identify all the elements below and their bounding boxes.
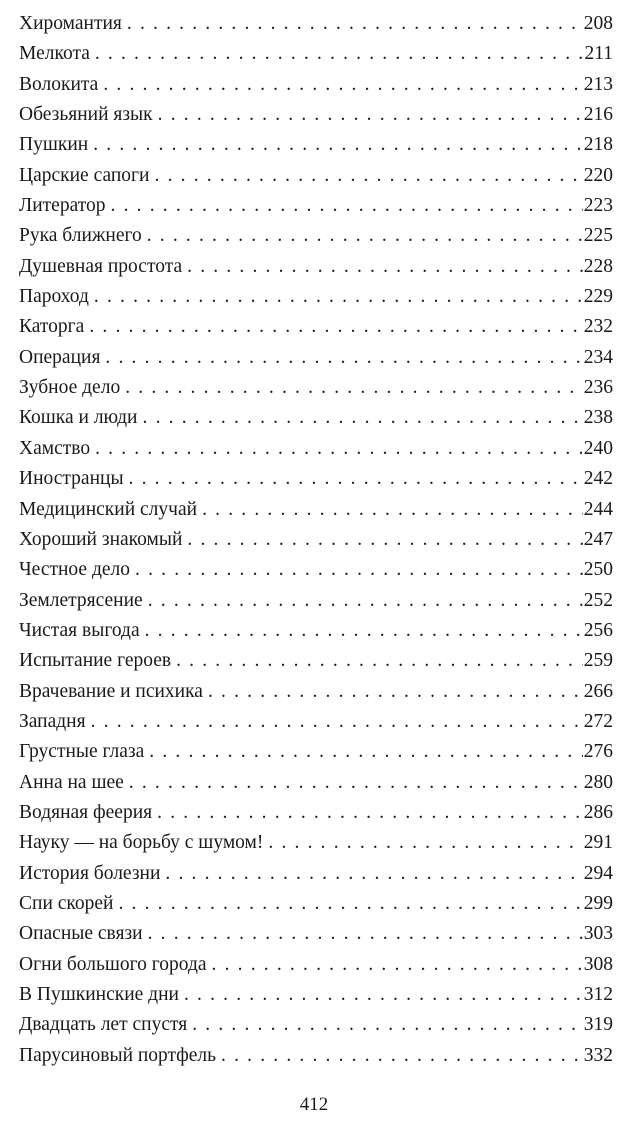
dot-leader	[187, 252, 583, 282]
toc-entry-page: 308	[583, 953, 613, 975]
toc-entry	[19, 252, 613, 282]
toc-entry-title: Обезьяний язык	[19, 104, 153, 126]
toc-entry-title: Честное дело	[19, 559, 131, 581]
toc-entry-title: Пароход	[19, 286, 89, 308]
toc-entry	[19, 616, 613, 646]
dot-leader	[125, 373, 583, 403]
toc-entry-title: Испытание героев	[19, 650, 172, 672]
toc-entry-page: 332	[583, 1044, 613, 1066]
dot-leader	[187, 525, 582, 555]
toc-entry	[19, 312, 613, 342]
toc-entry	[19, 100, 613, 130]
dot-leader	[158, 100, 583, 130]
toc-entry-page: 319	[583, 1014, 613, 1036]
toc-entry	[19, 737, 613, 767]
toc-entry-page: 244	[583, 498, 613, 520]
toc-entry-page: 240	[583, 437, 613, 459]
toc-entry-page: 242	[583, 468, 613, 490]
toc-entry-page: 236	[583, 377, 613, 399]
toc-entry-title: Литератор	[19, 195, 106, 217]
page-number: 412	[299, 1094, 329, 1115]
toc-entry-title: Пушкин	[19, 134, 89, 156]
toc-entry-title: История болезни	[19, 862, 161, 884]
toc-entry-title: Душевная простота	[19, 255, 183, 277]
dot-leader	[129, 768, 583, 798]
toc-entry-page: 238	[583, 407, 613, 429]
dot-leader	[143, 403, 583, 433]
toc-entry	[19, 39, 613, 69]
toc-entry-page: 312	[583, 984, 613, 1005]
dot-leader	[147, 221, 583, 251]
toc-entry-page: 256	[583, 619, 613, 641]
toc-entry	[19, 191, 613, 221]
dot-leader	[148, 919, 583, 949]
dot-leader	[184, 980, 583, 1010]
toc-entry	[19, 889, 613, 919]
toc-entry-page: 234	[583, 346, 613, 368]
toc-entry-page: 211	[584, 43, 613, 65]
toc-entry	[19, 495, 613, 525]
toc-entry-title: Западня	[19, 710, 86, 732]
dot-leader	[212, 950, 583, 980]
toc-entry-page: 252	[583, 589, 613, 611]
toc-entry	[19, 373, 613, 403]
toc-entry-page: 280	[583, 771, 613, 793]
toc-entry	[19, 768, 613, 798]
toc-entry-page: 223	[583, 195, 613, 217]
toc-entry-title: Хороший знакомый	[19, 528, 183, 550]
dot-leader	[111, 191, 583, 221]
toc-entry	[19, 464, 613, 494]
toc-entry	[19, 161, 613, 191]
toc-entry-page: 286	[583, 801, 613, 823]
dot-leader	[202, 495, 583, 525]
toc-entry-title: Науку — на борьбу с шумом!	[19, 832, 264, 854]
toc-entry	[19, 343, 613, 373]
toc-entry-title: Анна на шее	[19, 771, 124, 793]
toc-entry-title: Врачевание и психика	[19, 680, 203, 702]
toc-entry-title: Хиромантия	[19, 13, 122, 34]
toc-entry-page: 272	[583, 710, 613, 732]
dot-leader	[208, 677, 583, 707]
toc-entry-page: 299	[583, 892, 613, 914]
toc-entry-title: Каторга	[19, 316, 85, 338]
dot-leader	[103, 70, 582, 100]
dot-leader	[155, 161, 583, 191]
dot-leader	[192, 1010, 583, 1040]
table-of-contents	[19, 9, 613, 1071]
toc-entry-page: 228	[583, 255, 613, 277]
toc-entry	[19, 130, 613, 160]
toc-entry	[19, 677, 613, 707]
toc-entry-page: 266	[583, 680, 613, 702]
toc-entry-title: Рука ближнего	[19, 225, 142, 247]
toc-entry-title: Иностранцы	[19, 468, 124, 490]
toc-entry-page: 213	[583, 73, 613, 95]
dot-leader	[91, 707, 583, 737]
toc-entry-title: Операция	[19, 346, 101, 368]
toc-entry-page: 247	[583, 528, 613, 550]
toc-entry	[19, 980, 613, 1010]
dot-leader	[93, 130, 583, 160]
toc-entry	[19, 859, 613, 889]
toc-entry-page: 291	[583, 832, 613, 854]
toc-entry	[19, 919, 613, 949]
toc-entry-title: Зубное дело	[19, 377, 121, 399]
dot-leader	[135, 555, 583, 585]
toc-entry-page: 276	[583, 741, 613, 763]
toc-entry	[19, 70, 613, 100]
toc-entry-title: Спи скорей	[19, 892, 114, 914]
toc-entry	[19, 707, 613, 737]
dot-leader	[129, 464, 583, 494]
toc-entry-title: Водяная феерия	[19, 801, 153, 823]
toc-entry-page: 216	[583, 104, 613, 126]
toc-entry-title: Волокита	[19, 73, 99, 95]
dot-leader	[105, 343, 582, 373]
toc-entry	[19, 555, 613, 585]
toc-entry-title: Землетрясение	[19, 589, 143, 611]
toc-entry-title: Парусиновый портфель	[19, 1044, 216, 1066]
toc-entry	[19, 950, 613, 980]
toc-entry-title: Кошка и люди	[19, 407, 138, 429]
toc-entry-title: Медицинский случай	[19, 498, 198, 520]
toc-entry-page: 225	[583, 225, 613, 247]
dot-leader	[221, 1041, 583, 1071]
toc-entry	[19, 434, 613, 464]
dot-leader	[148, 586, 583, 616]
dot-leader	[176, 646, 583, 676]
toc-entry-title: В Пушкинские дни	[19, 984, 179, 1005]
toc-entry-page: 259	[583, 650, 613, 672]
toc-entry	[19, 403, 613, 433]
toc-entry-page: 250	[583, 559, 613, 581]
dot-leader	[94, 282, 583, 312]
toc-entry-title: Мелкота	[19, 43, 90, 65]
dot-leader	[127, 9, 583, 39]
toc-entry	[19, 798, 613, 828]
dot-leader	[268, 828, 582, 858]
toc-entry-title: Грустные глаза	[19, 741, 145, 763]
toc-entry-page: 208	[583, 13, 613, 34]
toc-entry	[19, 9, 613, 39]
toc-entry-title: Двадцать лет спустя	[19, 1014, 188, 1036]
dot-leader	[89, 312, 582, 342]
toc-entry-page: 303	[583, 923, 613, 945]
toc-entry	[19, 221, 613, 251]
toc-entry-page: 229	[583, 286, 613, 308]
dot-leader	[95, 434, 583, 464]
dot-leader	[149, 737, 582, 767]
dot-leader	[95, 39, 584, 69]
dot-leader	[145, 616, 583, 646]
toc-entry-title: Царские сапоги	[19, 164, 150, 186]
toc-entry	[19, 646, 613, 676]
dot-leader	[118, 889, 582, 919]
toc-entry	[19, 525, 613, 555]
toc-entry-page: 218	[583, 134, 613, 156]
toc-entry-page: 232	[583, 316, 613, 338]
toc-entry-title: Хамство	[19, 437, 91, 459]
toc-entry	[19, 586, 613, 616]
toc-entry	[19, 828, 613, 858]
toc-entry-title: Чистая выгода	[19, 619, 140, 641]
toc-entry-page: 294	[583, 862, 613, 884]
toc-entry	[19, 1010, 613, 1040]
toc-entry-title: Огни большого города	[19, 953, 207, 975]
toc-entry	[19, 1041, 613, 1071]
toc-entry-page: 220	[583, 164, 613, 186]
dot-leader	[157, 798, 583, 828]
dot-leader	[165, 859, 582, 889]
toc-entry	[19, 282, 613, 312]
toc-entry-title: Опасные связи	[19, 923, 143, 945]
